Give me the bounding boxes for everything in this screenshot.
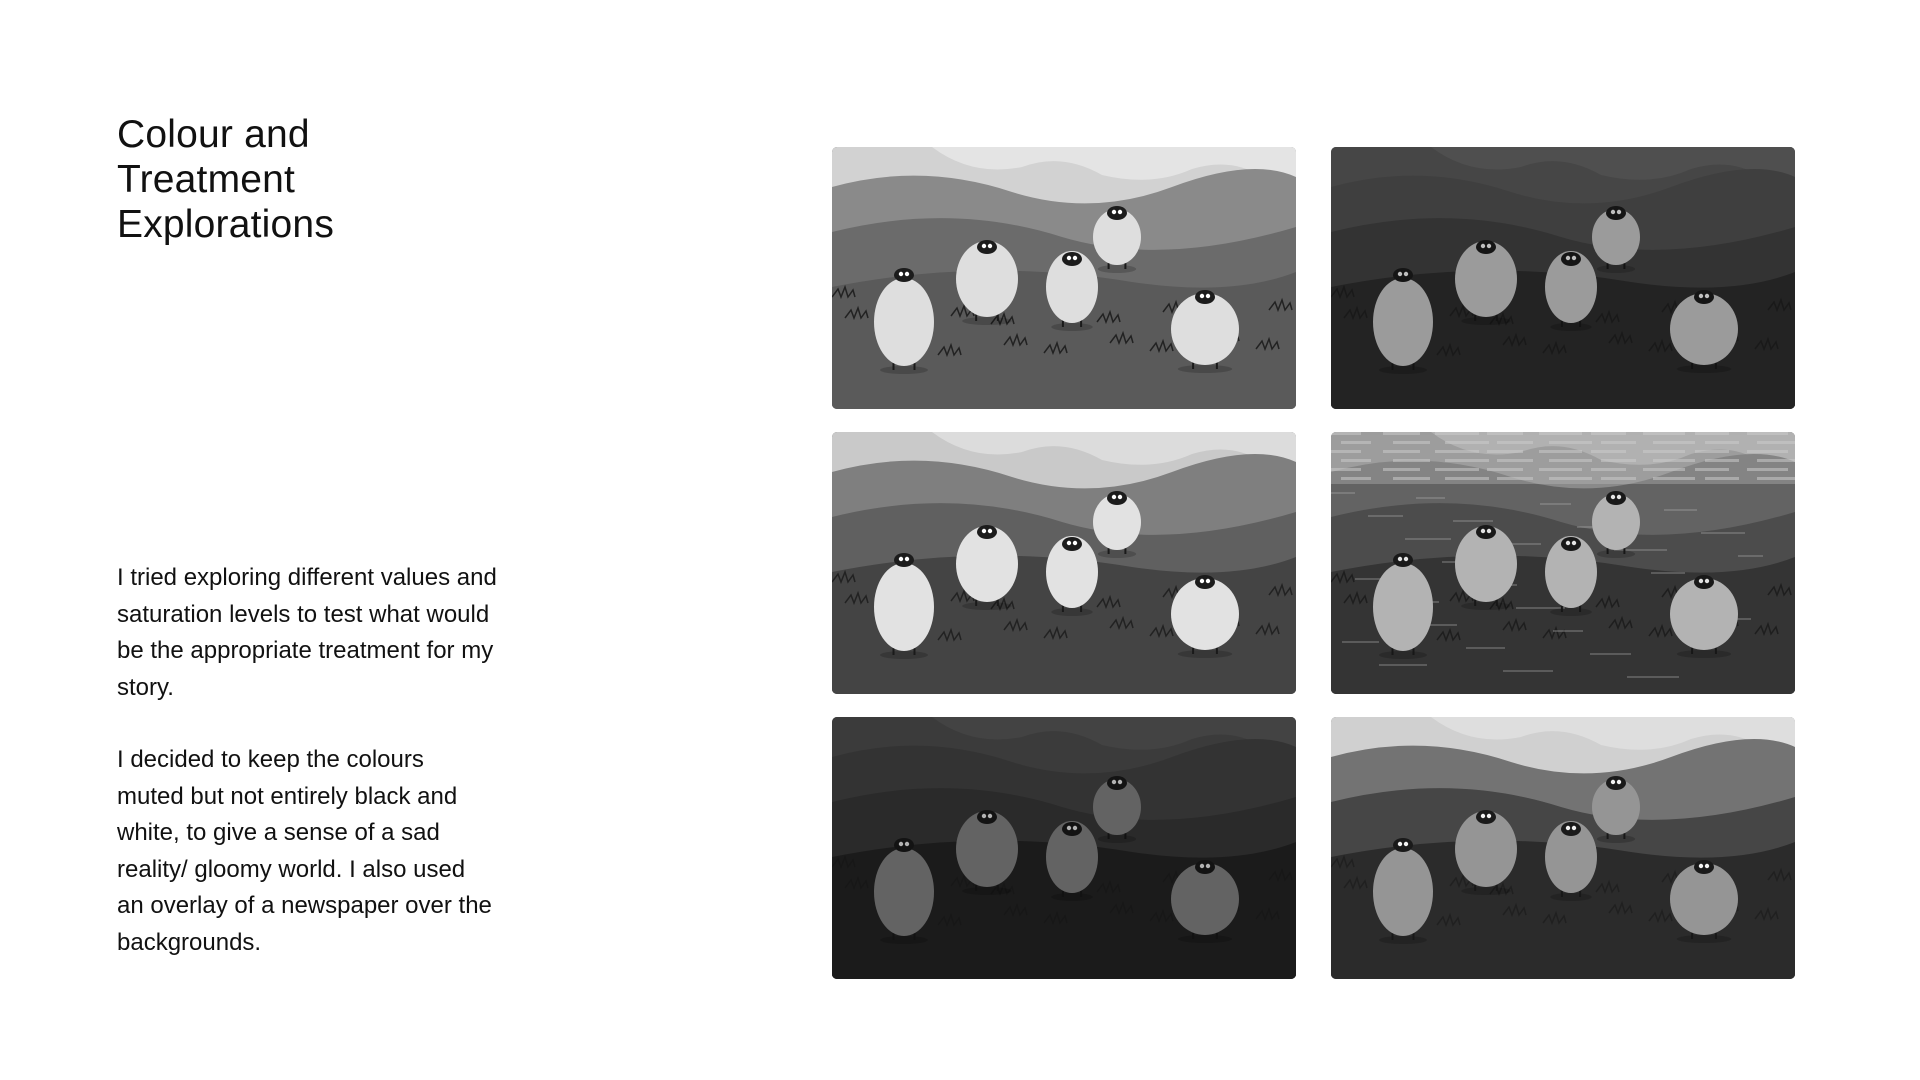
description-paragraph-2: I decided to keep the colours muted but not entirely black and white, to give a sense of a sad reality/ gloomy world. I also used an overlay of a newspaper over the backgrounds. (117, 746, 492, 956)
exploration-image-3 (832, 432, 1296, 694)
title-line-1: Colour and (117, 113, 310, 156)
title-line-3: Explorations (117, 203, 335, 246)
description (117, 560, 497, 997)
exploration-image-4 (1331, 432, 1795, 694)
title-line-2: Treatment (117, 158, 296, 201)
exploration-image-6 (1331, 717, 1795, 979)
exploration-image-5 (832, 717, 1296, 979)
exploration-image-2 (1331, 147, 1795, 409)
page-title (117, 112, 437, 247)
description-paragraph-1: I tried exploring different values and saturation levels to test what would be the appropriate treatment for my story. (117, 564, 497, 701)
exploration-image-1 (832, 147, 1296, 409)
